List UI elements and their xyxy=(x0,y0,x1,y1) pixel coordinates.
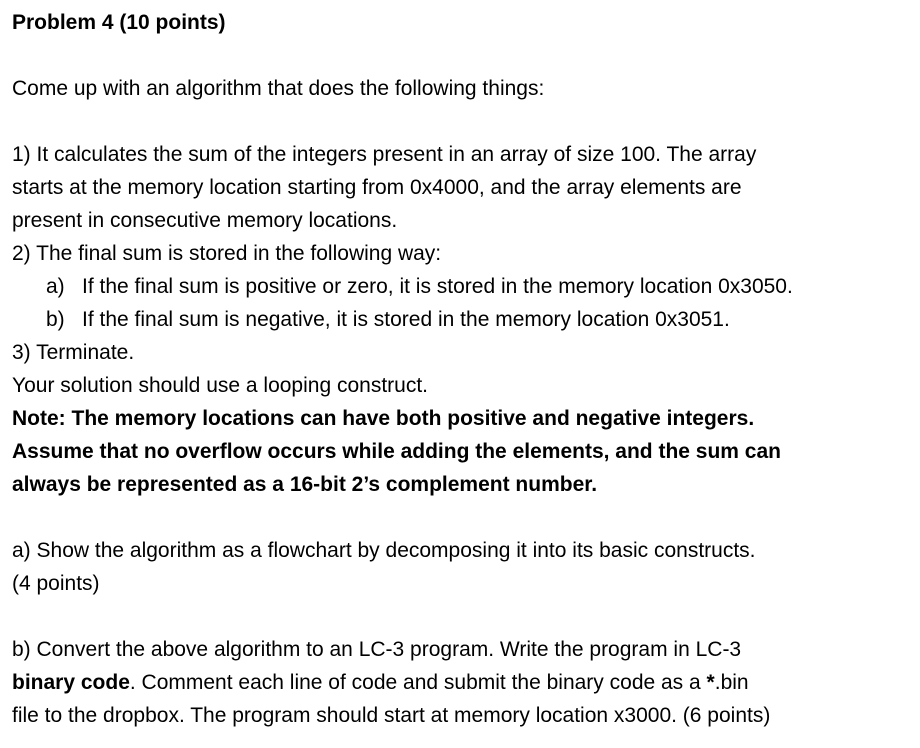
sub-item-a-text: If the final sum is positive or zero, it is stored in the memory location 0x3050. xyxy=(82,275,793,298)
part-b-line-2-end: .bin xyxy=(714,671,749,694)
sub-item-b xyxy=(12,303,912,336)
spacer xyxy=(12,600,912,633)
sub-item-b-marker: b) xyxy=(46,308,65,331)
binary-code-emphasis: binary code xyxy=(12,671,130,694)
intro-text: Come up with an algorithm that does the following things: xyxy=(12,77,545,100)
part-b-line-2 xyxy=(12,666,912,699)
problem-title: Problem 4 (10 points) xyxy=(12,11,226,34)
part-a-line-1: a) Show the algorithm as a flowchart by decomposing it into its basic constructs. xyxy=(12,539,756,562)
item-1-line-2: starts at the memory location starting from 0x4000, and the array elements are xyxy=(12,176,742,199)
sub-item-a-marker: a) xyxy=(46,275,65,298)
item-1-line-3: present in consecutive memory locations. xyxy=(12,209,398,232)
item-2-line-1: 2) The final sum is stored in the following way: xyxy=(12,242,442,265)
spacer xyxy=(12,501,912,534)
part-b-line-2-rest: . Comment each line of code and submit the binary code as a xyxy=(129,671,707,694)
asterisk-emphasis: * xyxy=(706,671,715,694)
spacer xyxy=(12,39,912,72)
item-3: 3) Terminate. xyxy=(12,341,135,364)
spacer xyxy=(12,105,912,138)
note-line-3: always be represented as a 16-bit 2’s complement number. xyxy=(12,473,598,496)
part-a-line-2: (4 points) xyxy=(12,572,100,595)
sub-item-b-text: If the final sum is negative, it is stored in the memory location 0x3051. xyxy=(82,308,730,331)
part-b-line-3: file to the dropbox. The program should start at memory location x3000. (6 points) xyxy=(12,704,771,727)
item-1-line-1: 1) It calculates the sum of the integers present in an array of size 100. The array xyxy=(12,143,757,166)
looping-note: Your solution should use a looping construct. xyxy=(12,374,429,397)
sub-item-a xyxy=(12,270,912,303)
note-line-1: Note: The memory locations can have both positive and negative integers. xyxy=(12,407,755,430)
note-line-2: Assume that no overflow occurs while adding the elements, and the sum can xyxy=(12,440,781,463)
part-b-line-1: b) Convert the above algorithm to an LC-3 program. Write the program in LC-3 xyxy=(12,638,742,661)
problem-document xyxy=(12,6,912,732)
